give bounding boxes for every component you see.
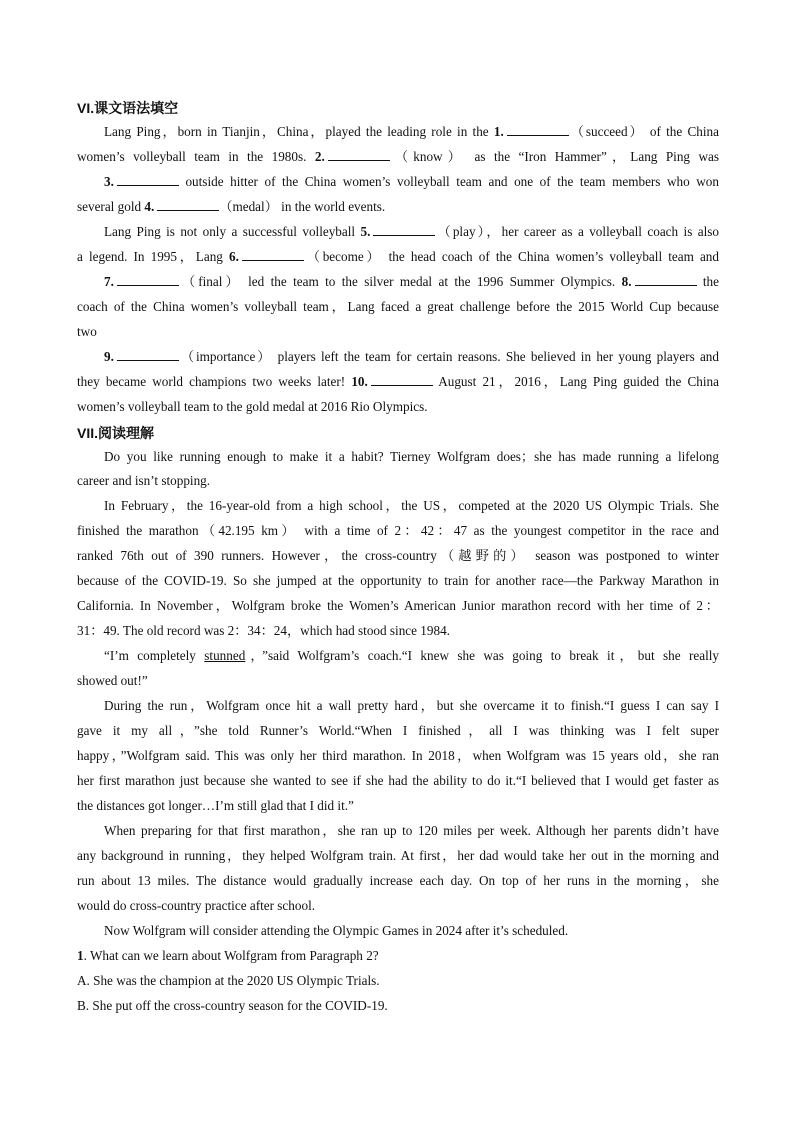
s7-line-9: “I’m completely stunned，”said Wolfgram’s coach.“I knew she was going to break it，but she really bbox=[104, 648, 720, 663]
s7-line-4: finished the marathon（42.195 km） with a time of 2：42：47 as the youngest competitor in the race and bbox=[77, 523, 719, 538]
answer-blank-4[interactable] bbox=[157, 199, 219, 211]
section-7-heading: VII.阅读理解 bbox=[77, 425, 155, 441]
s7-line-19: would do cross-country practice after school. bbox=[77, 898, 316, 913]
s7-line-6: because of the COVID-19. So she jumped at the opportunity to train for another race—the Parkway Marathon in bbox=[77, 573, 719, 588]
s6-line-10: 9. （importance） players left the team for certain reasons. She believed in her young players and bbox=[104, 349, 719, 364]
answer-blank-2[interactable] bbox=[328, 149, 390, 161]
answer-blank-8[interactable] bbox=[635, 274, 697, 286]
s6-line-6: a legend. In 1995，Lang 6. （become） the head coach of the China women’s volleyball team and bbox=[77, 249, 719, 264]
s7-line-14: her first marathon just because she wanted to see if she had the ability to do it.“I believed that I would get faster as bbox=[77, 773, 719, 788]
s7-line-17: any background in running，they helped Wolfgram train. At first，her dad would take her out in the morning and bbox=[77, 848, 719, 863]
s6-line-1: Lang Ping，born in Tianjin，China，played the leading role in the 1. （succeed） of the China bbox=[104, 124, 719, 139]
s7-line-3: In February，the 16-year-old from a high school，the US，competed at the 2020 US Olympic Trials. She bbox=[104, 498, 719, 513]
s6-line-11: they became world champions two weeks later! 10. August 21，2016，Lang Ping guided the China bbox=[77, 374, 719, 389]
s7-line-10: showed out!” bbox=[77, 673, 148, 688]
s7-line-7: California. In November，Wolfgram broke the Women’s American Junior marathon record with her time of 2： bbox=[77, 598, 719, 613]
s7-line-16: When preparing for that first marathon，she ran up to 120 miles per week. Although her parents didn’t have bbox=[104, 823, 719, 838]
answer-blank-1[interactable] bbox=[507, 124, 569, 136]
s7-line-11: During the run，Wolfgram once hit a wall pretty hard，but she overcame it to finish.“I guess I can say I bbox=[104, 698, 719, 713]
answer-blank-7[interactable] bbox=[117, 274, 179, 286]
s6-line-8: coach of the China women’s volleyball team，Lang faced a great challenge before the 2015 World Cup because bbox=[77, 299, 719, 314]
s7-line-13: happy，”Wolfgram said. This was only her third marathon. In 2018，when Wolfgram was 15 years old，she ran bbox=[77, 748, 719, 763]
s6-line-2: women’s volleyball team in the 1980s. 2. （know） as the “Iron Hammer”，Lang Ping was bbox=[77, 149, 719, 164]
question-1-stem: 1. What can we learn about Wolfgram from Paragraph 2? bbox=[77, 948, 379, 963]
s7-line-15: the distances got longer…I’m still glad that I did it.” bbox=[77, 798, 354, 813]
answer-blank-3[interactable] bbox=[117, 174, 179, 186]
answer-blank-6[interactable] bbox=[242, 249, 304, 261]
answer-blank-9[interactable] bbox=[117, 349, 179, 361]
section-6-heading: VI.课文语法填空 bbox=[77, 100, 179, 116]
question-1-option-b[interactable]: B. She put off the cross-country season for the COVID-19. bbox=[77, 998, 388, 1013]
s7-line-8: 31：49. The old record was 2：34：24，which had stood since 1984. bbox=[77, 623, 450, 638]
s6-line-7: 7. （final） led the team to the silver medal at the 1996 Summer Olympics. 8. the bbox=[104, 274, 719, 289]
s7-line-20: Now Wolfgram will consider attending the Olympic Games in 2024 after it’s scheduled. bbox=[104, 923, 569, 938]
s6-line-5: Lang Ping is not only a successful volleyball 5. （play），her career as a volleyball coach is also bbox=[104, 224, 719, 239]
s7-line-1: Do you like running enough to make it a habit? Tierney Wolfgram does；she has made running a lifelong bbox=[104, 449, 719, 464]
underlined-word-stunned: stunned bbox=[204, 648, 246, 663]
s6-line-3: 3. outside hitter of the China women’s volleyball team and one of the team members who won bbox=[104, 174, 719, 189]
s7-line-2: career and isn’t stopping. bbox=[77, 473, 211, 488]
s7-line-12: gave it my all，”she told Runner’s World.“When I finished，all I was thinking was I felt super bbox=[77, 723, 719, 738]
question-1-option-a[interactable]: A. She was the champion at the 2020 US Olympic Trials. bbox=[77, 973, 380, 988]
s6-line-9: two bbox=[77, 324, 97, 339]
s7-line-18: run about 13 miles. The distance would gradually increase each day. On top of her runs in the morning，she bbox=[77, 873, 719, 888]
s7-line-5: ranked 76th out of 390 runners. However，the cross-country（越野的） season was postponed to winter bbox=[77, 548, 719, 563]
s6-line-4: several gold 4. （medal） in the world events. bbox=[77, 199, 386, 214]
answer-blank-5[interactable] bbox=[373, 224, 435, 236]
s6-line-12: women’s volleyball team to the gold medal at 2016 Rio Olympics. bbox=[77, 399, 428, 414]
answer-blank-10[interactable] bbox=[371, 374, 433, 386]
